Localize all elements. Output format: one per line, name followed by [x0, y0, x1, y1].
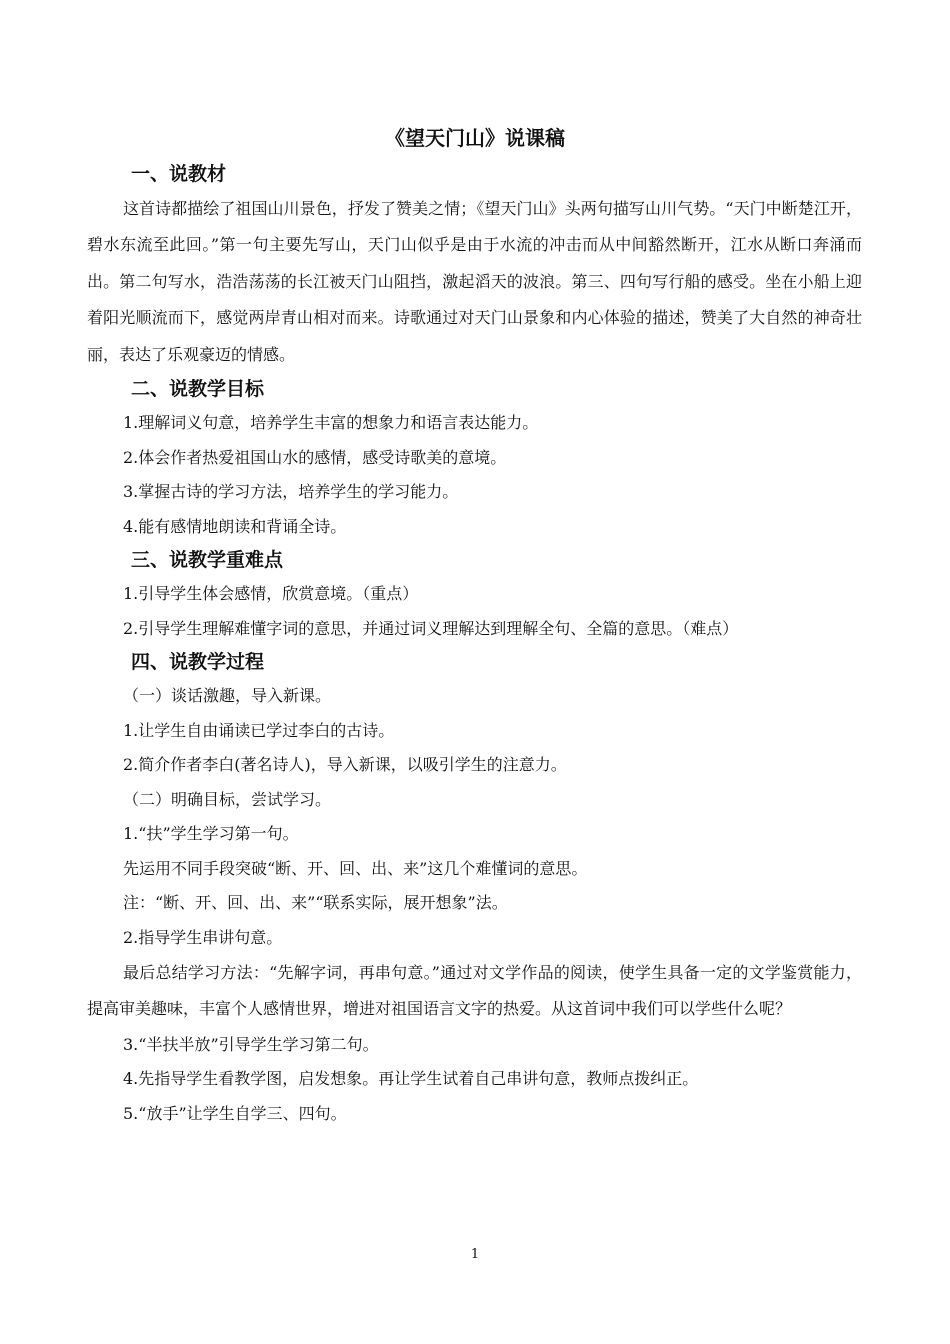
list-item: 1.让学生自由诵读已学过李白的古诗。	[123, 720, 395, 740]
list-item: 2.指导学生串讲句意。	[123, 927, 283, 947]
document-body	[87, 158, 862, 1131]
list-item: 4.先指导学生看教学图，启发想象。再让学生试着自己串讲句意，教师点拨纠正。	[123, 1069, 699, 1089]
list-item: 3.“半扶半放”引导学生学习第二句。	[123, 1034, 379, 1054]
teaching-goals-list	[87, 406, 862, 544]
key-points-list	[87, 577, 862, 646]
section-heading-teaching-process: 四、说教学过程	[131, 651, 265, 674]
teaching-process-list-continued	[87, 1028, 862, 1132]
list-item: 1.引导学生体会感情，欣赏意境。（重点）	[123, 584, 419, 604]
list-item: 1.理解词义句意，培养学生丰富的想象力和语言表达能力。	[123, 413, 539, 433]
section-heading-teaching-material: 一、说教材	[131, 163, 227, 185]
teaching-material-paragraph: 这首诗都描绘了祖国山川景色，抒发了赞美之情；《望天门山》头两句描写山川气势。“天门中断楚江开，碧水东流至此回。”第一句主要先写山，天门山似乎是由于水流的冲击而从中间豁然断开，江水从断口奔涌而出。第二句写水，浩浩荡荡的长江被天门山阻挡，激起滔天的波浪。第三、四句写行船的感受。坐在小船上迎着阳光顺流而下，感觉两岸青山相对而来。诗歌通过对天门山景象和内心体验的描述，赞美了大自然的神奇壮丽，表达了乐观豪迈的情感。	[87, 199, 862, 364]
list-item: 4.能有感情地朗读和背诵全诗。	[123, 516, 347, 536]
section-heading-key-points: 三、说教学重难点	[131, 549, 284, 572]
list-item: 先运用不同手段突破“断、开、回、出、来”这几个难懂词的意思。	[123, 858, 588, 878]
method-summary-paragraph: 最后总结学习方法：“先解字词，再串句意。”通过对文学作品的阅读，使学生具备一定的文学鉴赏能力，提高审美趣味，丰富个人感情世界，增进对祖国语言文字的热爱。从这首词中我们可以学些什么呢？	[87, 963, 862, 1019]
list-item: （二）明确目标，尝试学习。	[123, 789, 332, 809]
list-item: 1.“扶”学生学习第一句。	[123, 824, 299, 844]
list-item: 2.引导学生理解难懂字词的意思，并通过词义理解达到理解全句、全篇的意思。（难点）	[123, 618, 739, 638]
list-item: 注：“断、开、回、出、来”“联系实际，展开想象”法。	[123, 893, 508, 913]
section-heading-teaching-goals: 二、说教学目标	[131, 378, 265, 401]
list-item: 2.简介作者李白(著名诗人)，导入新课，以吸引学生的注意力。	[123, 755, 567, 775]
page-number: 1	[470, 1247, 480, 1262]
list-item: 5.“放手”让学生自学三、四句。	[123, 1103, 347, 1123]
list-item: （一）谈话激趣，导入新课。	[123, 686, 332, 706]
list-item: 3.掌握古诗的学习方法，培养学生的学习能力。	[123, 482, 459, 502]
document-title: 《望天门山》说课稿	[385, 126, 565, 150]
list-item: 2.体会作者热爱祖国山水的感情，感受诗歌美的意境。	[123, 447, 507, 467]
teaching-process-list	[87, 679, 862, 955]
